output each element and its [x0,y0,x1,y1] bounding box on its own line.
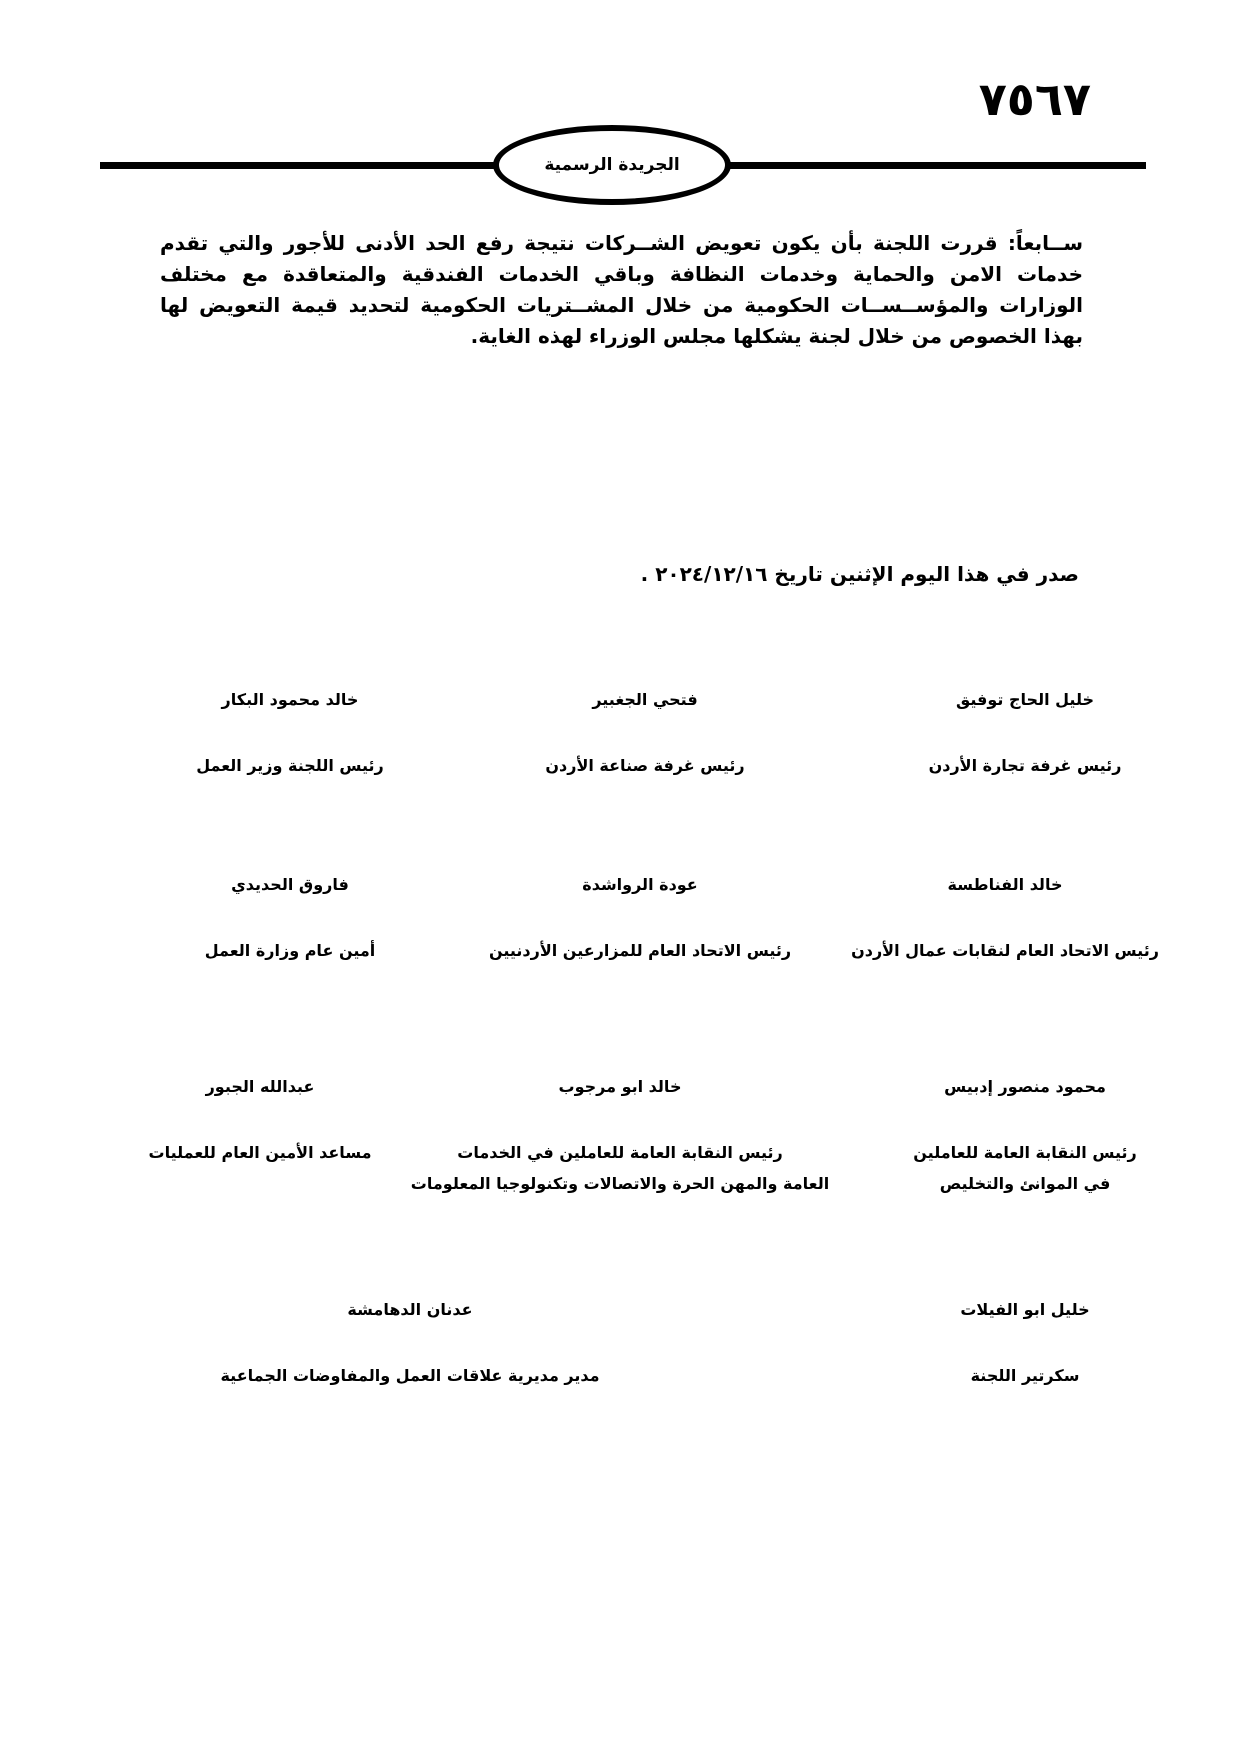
gazette-header-oval [493,125,731,205]
signatory-name: عبدالله الجبور [205,1077,315,1096]
signatory-title-line: العامة والمهن الحرة والاتصالات وتكنولوجيا المعلومات [410,1174,830,1193]
signatory-name: خالد ابو مرجوب [558,1077,682,1096]
signatory-title: مدير مديرية علاقات العمل والمفاوضات الجماعية [220,1366,600,1385]
issued-statement: صدر في هذا اليوم الإثنين تاريخ ٢٠٢٤/١٢/١٦ . [640,562,1079,586]
signatory-block [475,875,805,966]
decision-paragraph [160,228,1083,352]
signatory-block [835,875,1175,966]
signatory-block [495,690,795,781]
signatory-title: سكرتير اللجنة [970,1366,1080,1385]
signatory-title: رئيس الاتحاد العام لنقابات عمال الأردن [851,941,1159,960]
signatory-title-line: رئيس النقابة العامة للعاملين [913,1143,1137,1162]
signatory-block [400,1077,840,1199]
signatory-name: عودة الرواشدة [582,875,698,894]
signatory-name: عدنان الدهامشة [347,1300,473,1319]
signatory-title: رئيس غرفة صناعة الأردن [545,756,745,775]
signatory-title: مساعد الأمين العام للعمليات [148,1143,372,1162]
signatory-name: خليل ابو الفيلات [960,1300,1090,1319]
signatory-name: خالد محمود البكار [221,690,359,709]
signatory-title [875,1137,1175,1199]
signatory-title: رئيس غرفة تجارة الأردن [928,756,1122,775]
signatory-title: رئيس اللجنة وزير العمل [196,756,384,775]
signatory-block [875,1077,1175,1199]
signatory-block [140,875,440,966]
signatory-name: خليل الحاج توفيق [955,690,1095,709]
signatory-name: فتحي الجغبير [592,690,698,709]
signatory-title-line: في الموانئ والتخليص [939,1174,1111,1193]
signatory-name: خالد الفناطسة [947,875,1063,894]
signatory-block [140,690,440,781]
signatory-title: أمين عام وزارة العمل [204,941,376,960]
gazette-name: الجريدة الرسمية [544,155,680,175]
signatory-block [875,690,1175,781]
signatory-block [875,1300,1175,1391]
signatory-title-line: رئيس النقابة العامة للعاملين في الخدمات [457,1143,783,1162]
signatory-name: فاروق الحديدي [231,875,349,894]
page-number: ٧٥٦٧ [978,72,1091,126]
signatory-name: محمود منصور إدبيس [944,1077,1106,1096]
decision-text: قررت اللجنة بأن يكون تعويض الشــركات نتيجة رفع الحد الأدنى للأجور والتي تقدم خدمات الامن والحماية وخدمات النظافة وباقي الخدمات الفندقية والمتعاقدة مع مختلف الوزارات والمؤســســات الحكومية من خلال المشــتريات الحكومية لتحديد قيمة التعويض لها بهذا الخصوص من خلال لجنة يشكلها مجلس الوزراء لهذه الغاية. [160,231,1083,348]
signatory-block [130,1077,390,1168]
signatory-block [200,1300,620,1391]
signatory-title: رئيس الاتحاد العام للمزارعين الأردنيين [488,941,792,960]
signatory-title [400,1137,840,1199]
decision-label: ســابعاً: [1007,231,1083,255]
